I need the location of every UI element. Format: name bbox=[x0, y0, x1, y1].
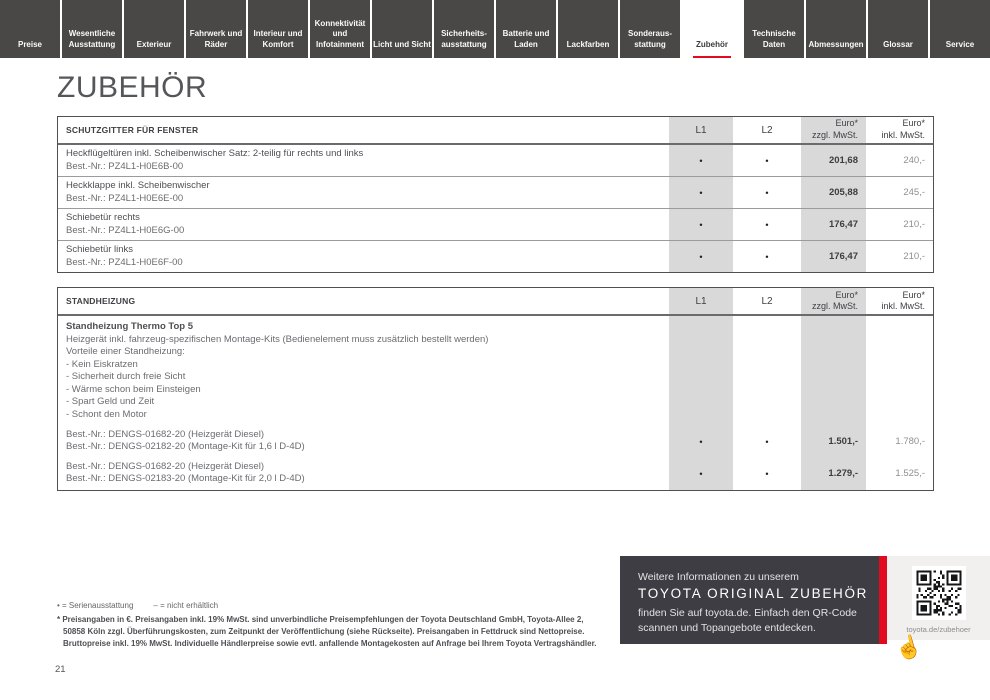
tab-glossar[interactable] bbox=[868, 0, 928, 58]
page-title: ZUBEHÖR bbox=[57, 71, 208, 104]
item-name: Schiebetür links bbox=[66, 244, 134, 256]
l2-availability-dot: • bbox=[733, 241, 799, 272]
item-order-number: Best.-Nr.: PZ4L1-H0E6F-00 bbox=[66, 256, 183, 268]
qr-caption: toyota.de/zubehoer bbox=[906, 625, 971, 634]
accessories-table bbox=[57, 116, 934, 273]
active-tab-underline bbox=[693, 56, 731, 59]
tab-label: Zubehör bbox=[696, 39, 728, 49]
banner-title: TOYOTA ORIGINAL ZUBEHÖR bbox=[638, 586, 869, 601]
gross-price: 245,- bbox=[866, 177, 933, 208]
l1-availability-dot: • bbox=[667, 145, 733, 176]
item-order-number: Best.-Nr.: PZ4L1-H0E6E-00 bbox=[66, 192, 184, 204]
tab-label: Lackfarben bbox=[566, 39, 610, 49]
item-name: Heckklappe inkl. Scheibenwischer bbox=[66, 180, 210, 192]
tab-label: Sicherheits- ausstattung bbox=[441, 29, 487, 49]
item-order-number: Best.-Nr.: PZ4L1-H0E6G-00 bbox=[66, 224, 185, 236]
item-order-number: Best.-Nr.: PZ4L1-H0E6B-00 bbox=[66, 160, 184, 172]
net-price: 176,47 bbox=[799, 241, 866, 272]
banner-text-panel bbox=[620, 556, 879, 644]
tab-abmessungen[interactable] bbox=[806, 0, 866, 58]
table-row bbox=[58, 240, 933, 272]
tab-label: Konnektivität und Infotainment bbox=[314, 18, 366, 49]
tab-label: Sonderaus- stattung bbox=[627, 29, 672, 49]
banner-red-stripe bbox=[879, 556, 887, 644]
net-price: 1.279,- bbox=[799, 458, 866, 490]
hand-pointer-icon: ☝ bbox=[892, 631, 926, 664]
tab-label: Batterie und Laden bbox=[502, 29, 550, 49]
column-header-net: Euro* zzgl. MwSt. bbox=[799, 117, 866, 143]
tab-label: Abmessungen bbox=[808, 39, 864, 49]
legend bbox=[57, 601, 602, 610]
tab-label: Technische Daten bbox=[752, 29, 796, 49]
l1-availability-dot: • bbox=[667, 177, 733, 208]
table-row bbox=[58, 145, 933, 176]
gross-price: 210,- bbox=[866, 209, 933, 240]
gross-price: 210,- bbox=[866, 241, 933, 272]
table-section-title: STANDHEIZUNG bbox=[66, 296, 136, 307]
tab-label: Fahrwerk und Räder bbox=[189, 29, 243, 49]
column-header-l1: L1 bbox=[667, 117, 733, 143]
l2-availability-dot: • bbox=[733, 209, 799, 240]
tab-label: Glossar bbox=[883, 39, 913, 49]
tab-service[interactable] bbox=[930, 0, 990, 58]
table-row bbox=[58, 176, 933, 208]
tab-fahrwerk-und-raeder[interactable] bbox=[186, 0, 246, 58]
heater-table bbox=[57, 287, 934, 490]
net-price: 1.501,- bbox=[799, 426, 866, 458]
tab-label: Wesentliche Ausstattung bbox=[68, 29, 116, 49]
legend-not-available: – = nicht erhältlich bbox=[153, 601, 219, 610]
column-header-gross: Euro* inkl. MwSt. bbox=[866, 117, 933, 143]
price-footnote: * Preisangaben in €. Preisangaben inkl. 19% MwSt. sind unverbindliche Preisempfehlungen der Toyota Deutschland GmbH, Toyota-Allee 2, 50858 Köln zzgl. Überführungskosten, zum Zeitpunkt der Veröffentlichung (siehe Rückseite). Preisangaben in Fettdruck sind Nettopreise. Bruttopreise inkl. 19% MwSt. Individuelle Händlerpreise sowie evtl. anfallende Montagekosten auf Anfrage bei Ihrem Toyota Vertragshändler. bbox=[57, 615, 597, 648]
tab-label: Interieur und Komfort bbox=[253, 29, 303, 49]
banner-intro: Weitere Informationen zu unserem bbox=[638, 571, 799, 583]
tab-lackfarben[interactable] bbox=[558, 0, 618, 58]
l2-availability-dot: • bbox=[733, 177, 799, 208]
l2-availability-dot: • bbox=[733, 426, 799, 458]
item-name: Heckflügeltüren inkl. Scheibenwischer Satz: 2-teilig für rechts und links bbox=[66, 148, 364, 159]
tab-technische-daten[interactable] bbox=[744, 0, 804, 58]
column-header-gross: Euro* inkl. MwSt. bbox=[866, 288, 933, 314]
l1-availability-dot: • bbox=[667, 241, 733, 272]
tab-licht-und-sicht[interactable] bbox=[372, 0, 432, 58]
section-nav bbox=[0, 0, 990, 58]
tab-preise[interactable] bbox=[0, 0, 60, 58]
table-row bbox=[58, 458, 933, 490]
net-price: 176,47 bbox=[799, 209, 866, 240]
gross-price: 1.780,- bbox=[866, 426, 933, 458]
tab-exterieur[interactable] bbox=[124, 0, 184, 58]
net-price: 201,68 bbox=[799, 145, 866, 176]
gross-price: 1.525,- bbox=[866, 458, 933, 490]
footnotes bbox=[57, 601, 602, 650]
tab-sonderausstattung[interactable] bbox=[620, 0, 680, 58]
gross-price: 240,- bbox=[866, 145, 933, 176]
table-row bbox=[58, 208, 933, 240]
l2-availability-dot: • bbox=[733, 145, 799, 176]
banner-body: finden Sie auf toyota.de. Einfach den QR-Code scannen und Topangebote entdecken. bbox=[638, 607, 857, 634]
item-order-number: Best.-Nr.: DENGS-01682-20 (Heizgerät Diesel) bbox=[66, 428, 264, 440]
product-description-row: Standheizung Thermo Top 5 Heizgerät inkl. fahrzeug-spezifischen Montage-Kits (Bedienelement muss zusätzlich bestellt werden) Vorteile einer Standheizung: - Kein Eiskratzen - Sicherheit durch freie Sicht - Wärme schon beim Einsteigen - Spart Geld und Zeit - Schont den Motor bbox=[58, 316, 933, 425]
tab-zubehoer[interactable] bbox=[682, 0, 742, 58]
l1-availability-dot: • bbox=[667, 426, 733, 458]
tab-label: Exterieur bbox=[136, 39, 172, 49]
tab-interieur-und-komfort[interactable] bbox=[248, 0, 308, 58]
tab-konnektivitaet-und-infotainment[interactable] bbox=[310, 0, 370, 58]
item-name: Schiebetür rechts bbox=[66, 212, 140, 224]
tab-label: Service bbox=[945, 39, 975, 49]
qr-code-icon bbox=[912, 566, 966, 620]
banner-qr-panel bbox=[887, 556, 990, 664]
tab-wesentliche-ausstattung[interactable] bbox=[62, 0, 122, 58]
table-row bbox=[58, 426, 933, 458]
tab-batterie-und-laden[interactable] bbox=[496, 0, 556, 58]
item-order-number: Best.-Nr.: DENGS-02182-20 (Montage-Kit für 1,6 l D-4D) bbox=[66, 441, 305, 453]
tab-sicherheitsausstattung[interactable] bbox=[434, 0, 494, 58]
table-header-row bbox=[58, 117, 933, 145]
table-header-row bbox=[58, 288, 933, 316]
tab-label: Preise bbox=[17, 39, 43, 49]
accessories-promo-banner bbox=[620, 556, 990, 664]
column-header-l2: L2 bbox=[733, 117, 799, 143]
tab-label: Licht und Sicht bbox=[373, 39, 431, 49]
page-number: 21 bbox=[55, 664, 66, 675]
item-order-number: Best.-Nr.: DENGS-01682-20 (Heizgerät Diesel) bbox=[66, 460, 264, 472]
l1-availability-dot: • bbox=[667, 458, 733, 490]
product-title: Standheizung Thermo Top 5 bbox=[66, 321, 194, 333]
l2-availability-dot: • bbox=[733, 458, 799, 490]
column-header-net: Euro* zzgl. MwSt. bbox=[799, 288, 866, 314]
l1-availability-dot: • bbox=[667, 209, 733, 240]
table-section-title: SCHUTZGITTER FÜR FENSTER bbox=[66, 125, 199, 135]
column-header-l2: L2 bbox=[733, 288, 799, 314]
legend-standard: • = Serienausstattung bbox=[57, 601, 134, 610]
column-header-l1: L1 bbox=[667, 288, 733, 314]
main-content bbox=[57, 71, 934, 491]
item-order-number: Best.-Nr.: DENGS-02183-20 (Montage-Kit für 2,0 l D-4D) bbox=[66, 473, 305, 485]
net-price: 205,88 bbox=[799, 177, 866, 208]
